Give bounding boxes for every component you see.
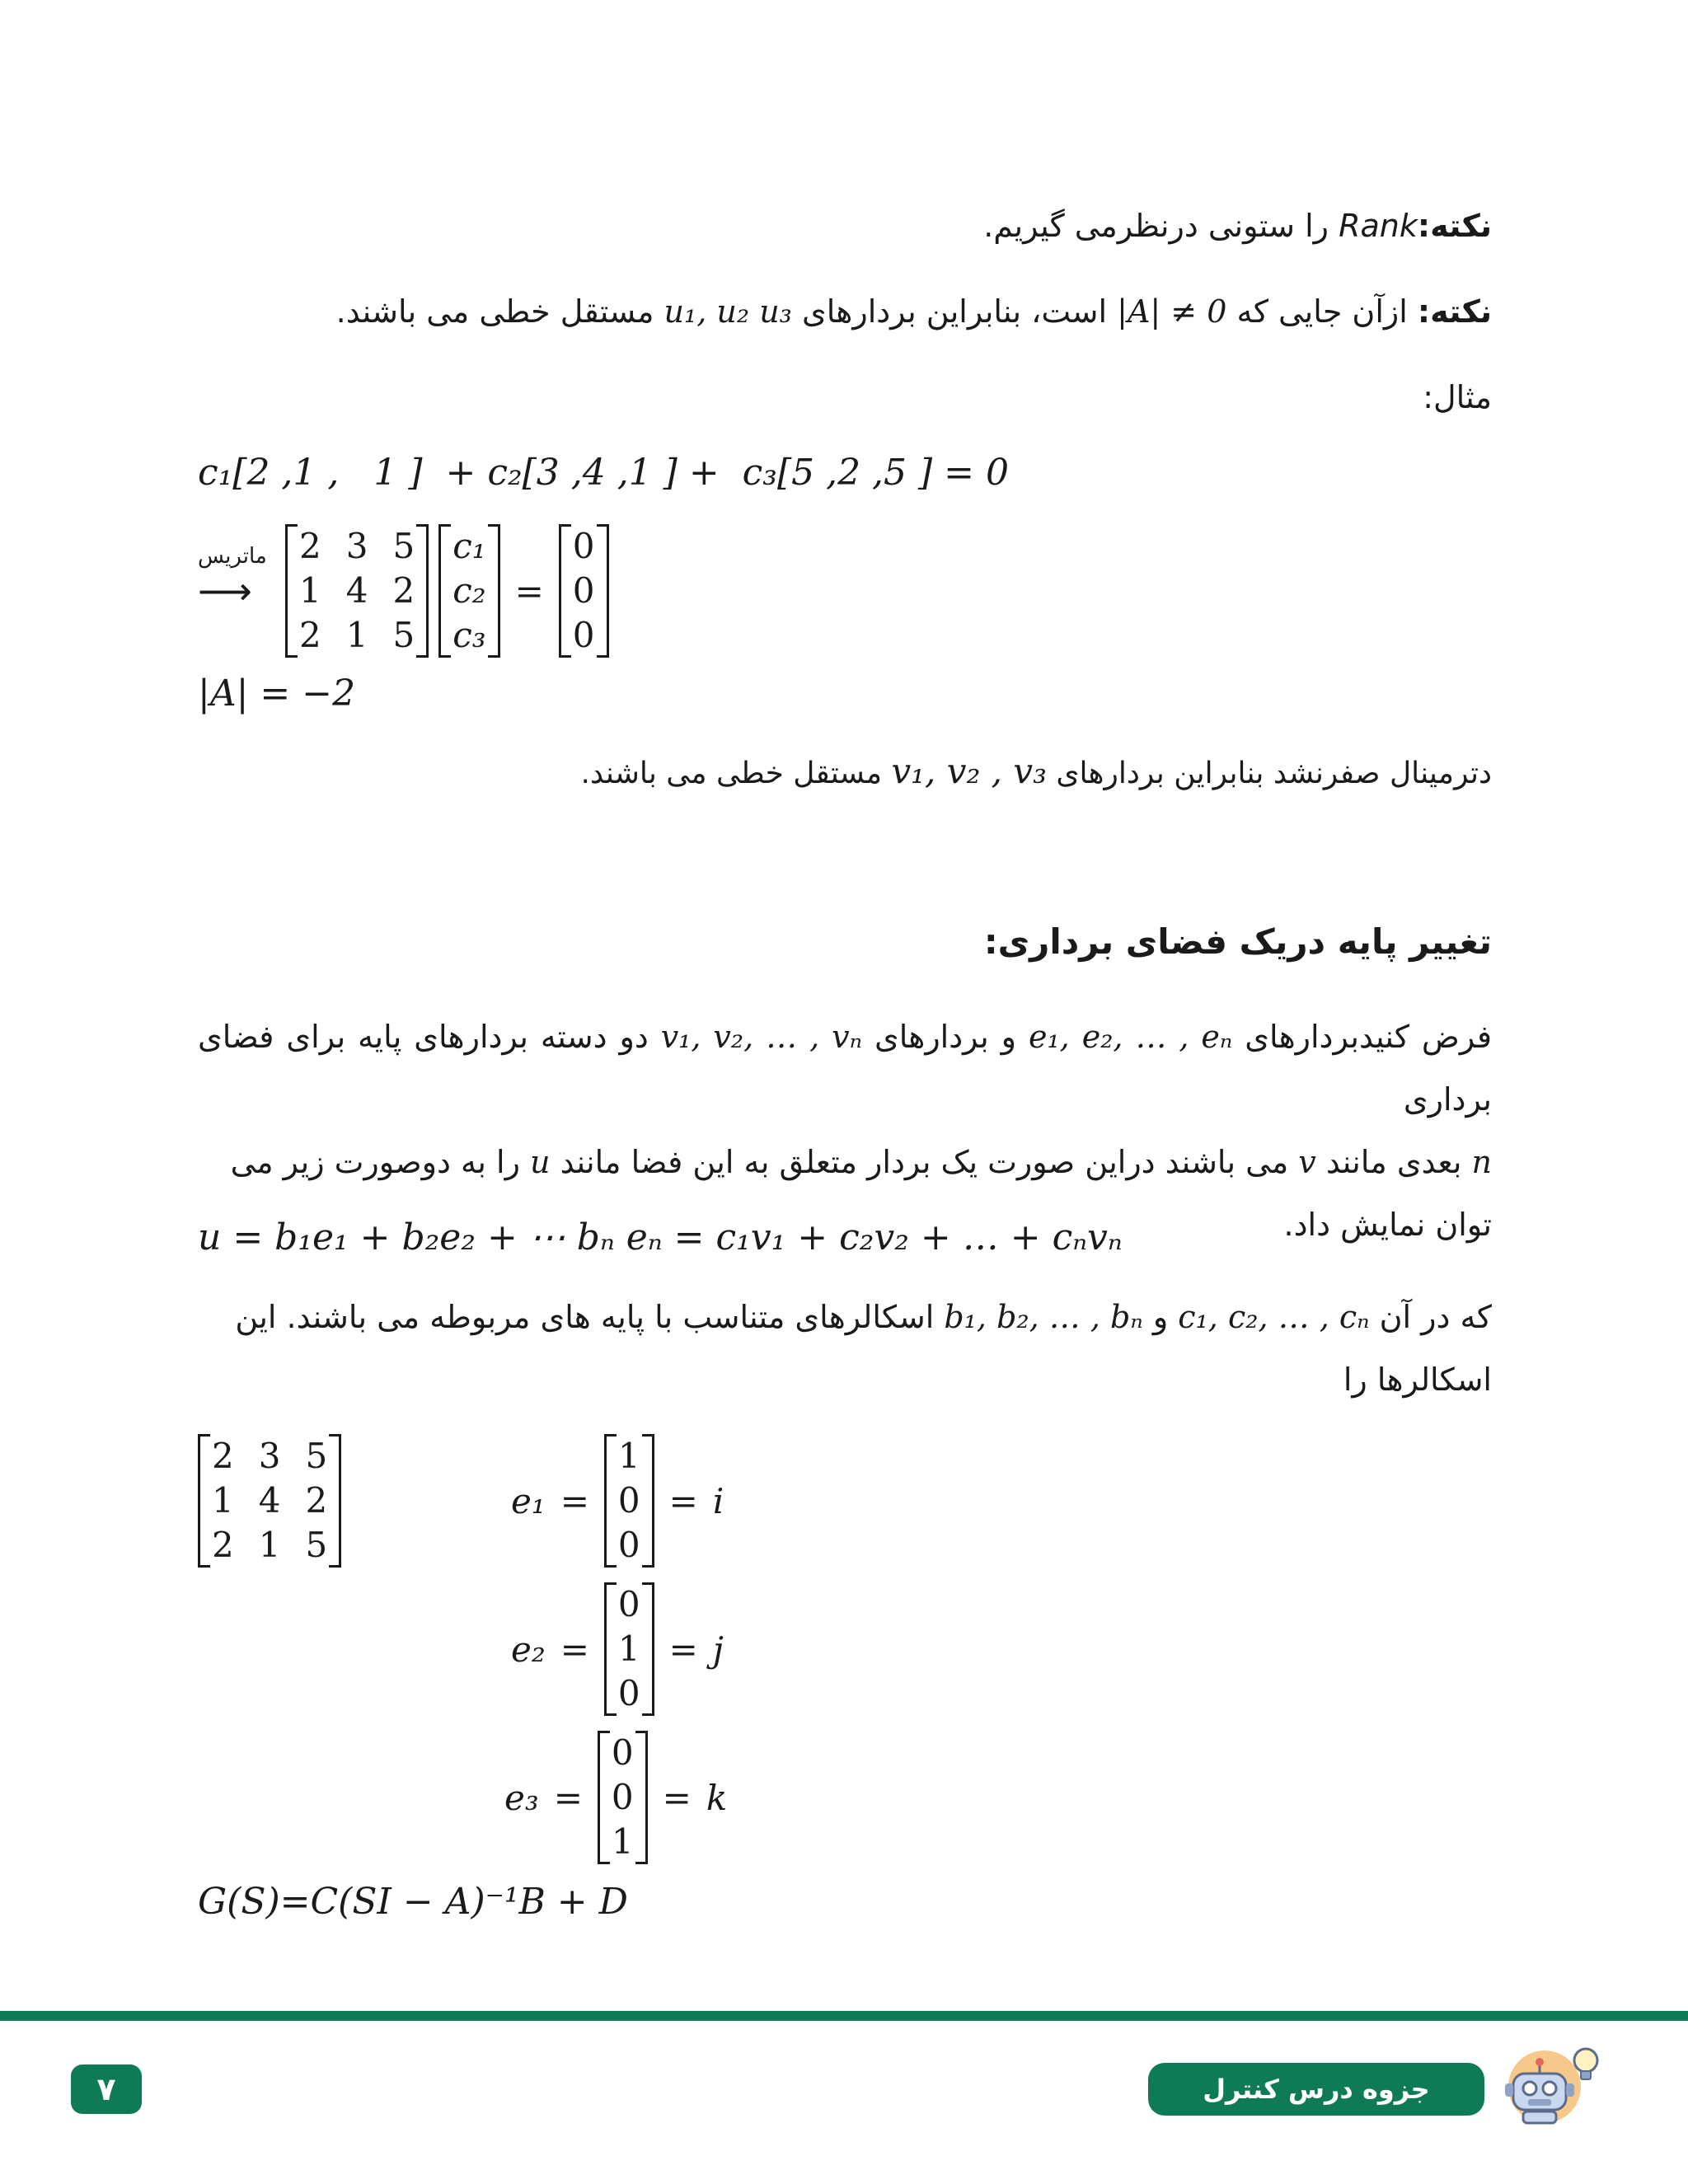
e1-label: e₁ bbox=[511, 1480, 546, 1521]
paragraph-line bbox=[198, 1286, 1492, 1348]
equals-sign: = bbox=[560, 1480, 589, 1521]
bracket-corner bbox=[635, 1862, 645, 1864]
e1-vector bbox=[604, 1434, 654, 1568]
conclusion-text: مستقل خطی می باشند. bbox=[580, 757, 892, 790]
note-independence bbox=[173, 280, 1492, 343]
e3-label: e₃ bbox=[504, 1777, 539, 1818]
bracket-corner bbox=[642, 1434, 652, 1436]
arrow-icon: ⟶ bbox=[198, 569, 252, 613]
bracket-corner bbox=[288, 655, 298, 658]
text: که در آن bbox=[1369, 1299, 1492, 1335]
equals-sign: = bbox=[662, 1777, 692, 1818]
bracket-corner bbox=[607, 1582, 617, 1585]
vector-c bbox=[438, 524, 499, 658]
bracket-corner bbox=[329, 1434, 339, 1436]
section-heading: تغییر پایه دریک فضای برداری: bbox=[983, 921, 1492, 962]
matrix-cell: 5 bbox=[392, 615, 415, 655]
matrix-equation bbox=[285, 524, 609, 658]
matrix-cell: 2 bbox=[212, 1436, 234, 1476]
bracket-corner bbox=[416, 655, 426, 658]
basis-equation: u = b₁e₁ + b₂e₂ + ⋯ bₙ eₙ = c₁v₁ + c₂v₂ + … + cₙvₙ bbox=[198, 1216, 1123, 1258]
matrix-cell: 2 bbox=[299, 526, 321, 566]
matrix-cell: 3 bbox=[258, 1436, 281, 1476]
matrix-cell: 4 bbox=[345, 570, 368, 611]
matrix-cell: 3 bbox=[345, 526, 368, 566]
determinant: |A| = −2 bbox=[198, 673, 356, 715]
vectors-e: e₁, e₂, … , eₙ bbox=[1028, 1019, 1233, 1055]
matrix-cell: 1 bbox=[611, 1821, 634, 1862]
e1-name: i bbox=[712, 1480, 724, 1521]
paragraph-line bbox=[198, 1131, 1492, 1193]
e2-equation bbox=[511, 1582, 724, 1716]
bracket-corner bbox=[600, 1731, 610, 1733]
matrix-cell: 1 bbox=[212, 1480, 234, 1521]
matrix-cell: c₃ bbox=[452, 615, 486, 655]
matrix-cell: 0 bbox=[617, 1480, 640, 1521]
matrix-cell: 2 bbox=[299, 615, 321, 655]
bracket-corner bbox=[642, 1582, 652, 1585]
bracket-corner bbox=[561, 655, 571, 658]
note-text: را ستونی درنظرمی گیریم. bbox=[983, 208, 1339, 244]
e3-vector bbox=[598, 1731, 648, 1864]
bracket-corner bbox=[329, 1565, 339, 1568]
conclusion-text: دترمینال صفرنشد بنابراین بردارهای bbox=[1046, 757, 1492, 790]
bracket-corner bbox=[607, 1713, 617, 1716]
note-text: مستقل خطی می باشند. bbox=[335, 293, 664, 330]
equals-sign: = bbox=[560, 1629, 589, 1670]
space-v: v bbox=[1298, 1144, 1316, 1180]
e2-name: j bbox=[712, 1629, 724, 1670]
text: را به دوصورت زیر می bbox=[230, 1144, 531, 1180]
text: بعدی مانند bbox=[1315, 1144, 1472, 1180]
matrix-cell: 1 bbox=[258, 1525, 281, 1565]
e3-equation bbox=[504, 1731, 727, 1864]
bracket-corner bbox=[416, 524, 426, 527]
note-rank bbox=[173, 194, 1492, 257]
e3-name: k bbox=[706, 1777, 728, 1818]
bracket-corner bbox=[488, 655, 498, 658]
matrix-cell: 1 bbox=[617, 1629, 640, 1669]
text: و بردارهای bbox=[862, 1019, 1029, 1055]
robot-lightbulb-icon bbox=[1493, 2044, 1609, 2126]
matrix-cell: c₁ bbox=[452, 526, 486, 566]
text: فرض کنیدبردارهای bbox=[1232, 1019, 1493, 1055]
vector-zero bbox=[559, 524, 609, 658]
arrow-label: ماتریس bbox=[198, 544, 267, 569]
bracket-corner bbox=[635, 1731, 645, 1733]
text: و bbox=[1142, 1299, 1179, 1335]
matrix-cell: 2 bbox=[212, 1525, 234, 1565]
matrix-cell: 4 bbox=[258, 1480, 281, 1521]
matrix-cell: 1 bbox=[617, 1436, 640, 1476]
text: اسکالرهای متناسب با پایه های مربوطه می باشند. این bbox=[235, 1299, 945, 1335]
bracket-corner bbox=[642, 1713, 652, 1716]
vectors-v: v₁, v₂ , v₃ bbox=[891, 751, 1047, 791]
e2-vector bbox=[604, 1582, 654, 1716]
basis-matrix-block bbox=[198, 1434, 341, 1568]
matrix-cell: c₂ bbox=[452, 570, 486, 611]
footer-divider bbox=[0, 2011, 1688, 2021]
matrix-cell: 0 bbox=[611, 1777, 634, 1817]
bracket-corner bbox=[200, 1434, 210, 1436]
bracket-corner bbox=[607, 1565, 617, 1568]
det-nonzero: |A| ≠ 0 bbox=[1117, 293, 1227, 330]
page-number: ۷ bbox=[71, 2064, 142, 2114]
basis-matrix bbox=[198, 1434, 341, 1568]
dimension-n: n bbox=[1471, 1144, 1492, 1180]
bracket-corner bbox=[561, 524, 571, 527]
matrix-cell: 0 bbox=[572, 526, 595, 566]
bracket-corner bbox=[597, 655, 607, 658]
bracket-corner bbox=[441, 524, 451, 527]
matrix-cell: 2 bbox=[305, 1480, 328, 1521]
matrix-cell: 0 bbox=[617, 1525, 640, 1565]
text: دو دسته بردارهای پایه برای فضای برداری bbox=[198, 1019, 1492, 1118]
matrix-cell: 5 bbox=[305, 1436, 328, 1476]
equals-sign: = bbox=[668, 1629, 698, 1670]
matrix-a bbox=[285, 524, 429, 658]
bracket-corner bbox=[607, 1434, 617, 1436]
paragraph-line: توان نمایش داد. bbox=[1283, 1207, 1492, 1243]
bracket-corner bbox=[642, 1565, 652, 1568]
linear-combination: c₁[2 ,1 , 1 ] + c₂[3 ,4 ,1 ] + c₃[5 ,2 ,5 ] = 0 bbox=[198, 452, 1010, 494]
matrix-cell: 0 bbox=[572, 570, 595, 611]
note-text: است، بنابراین بردارهای bbox=[791, 293, 1118, 330]
booklet-title: جزوه درس کنترل bbox=[1148, 2063, 1484, 2116]
bracket-corner bbox=[441, 655, 451, 658]
transfer-function: G(S)=C(SI − A)⁻¹B + D bbox=[198, 1881, 628, 1923]
matrix-cell: 2 bbox=[392, 570, 415, 611]
matrix-cell: 1 bbox=[299, 570, 321, 611]
matrix-cell: 0 bbox=[617, 1673, 640, 1713]
matrix-cell: 1 bbox=[345, 615, 368, 655]
equals-sign: = bbox=[514, 570, 544, 612]
bracket-corner bbox=[597, 524, 607, 527]
vectors-v: v₁, v₂, … , vₙ bbox=[660, 1019, 863, 1055]
text: می باشند دراین صورت یک بردار متعلق به این فضا مانند bbox=[550, 1144, 1299, 1180]
vectors-u: u₁, u₂ u₃ bbox=[663, 293, 792, 330]
equals-sign: = bbox=[553, 1777, 583, 1818]
bracket-corner bbox=[200, 1565, 210, 1568]
e1-equation bbox=[511, 1434, 724, 1568]
note-label: نکته: bbox=[1417, 293, 1492, 330]
paragraph-scalars bbox=[198, 1286, 1492, 1411]
matrix-cell: 0 bbox=[572, 615, 595, 655]
vector-u: u bbox=[530, 1144, 551, 1180]
bracket-corner bbox=[488, 524, 498, 527]
matrix-cell: 0 bbox=[611, 1732, 634, 1773]
matrix-cell: 5 bbox=[392, 526, 415, 566]
bracket-corner bbox=[288, 524, 298, 527]
matrix-cell: 0 bbox=[617, 1584, 640, 1624]
note-text: ازآن جایی که bbox=[1226, 293, 1418, 330]
conclusion bbox=[173, 747, 1492, 799]
example-label: مثال: bbox=[1423, 379, 1492, 415]
scalars-b: b₁, b₂, … , bₙ bbox=[944, 1299, 1143, 1335]
scalars-c: c₁, c₂, … , cₙ bbox=[1178, 1299, 1370, 1335]
paragraph-line bbox=[198, 1005, 1492, 1131]
equals-sign: = bbox=[668, 1480, 698, 1521]
e2-label: e₂ bbox=[511, 1629, 546, 1670]
paragraph-line: اسکالرها را bbox=[1343, 1361, 1492, 1398]
matrix-cell: 5 bbox=[305, 1525, 328, 1565]
bracket-corner bbox=[600, 1862, 610, 1864]
note-label: نکته: bbox=[1417, 208, 1492, 244]
rank-term: Rank bbox=[1339, 208, 1418, 244]
